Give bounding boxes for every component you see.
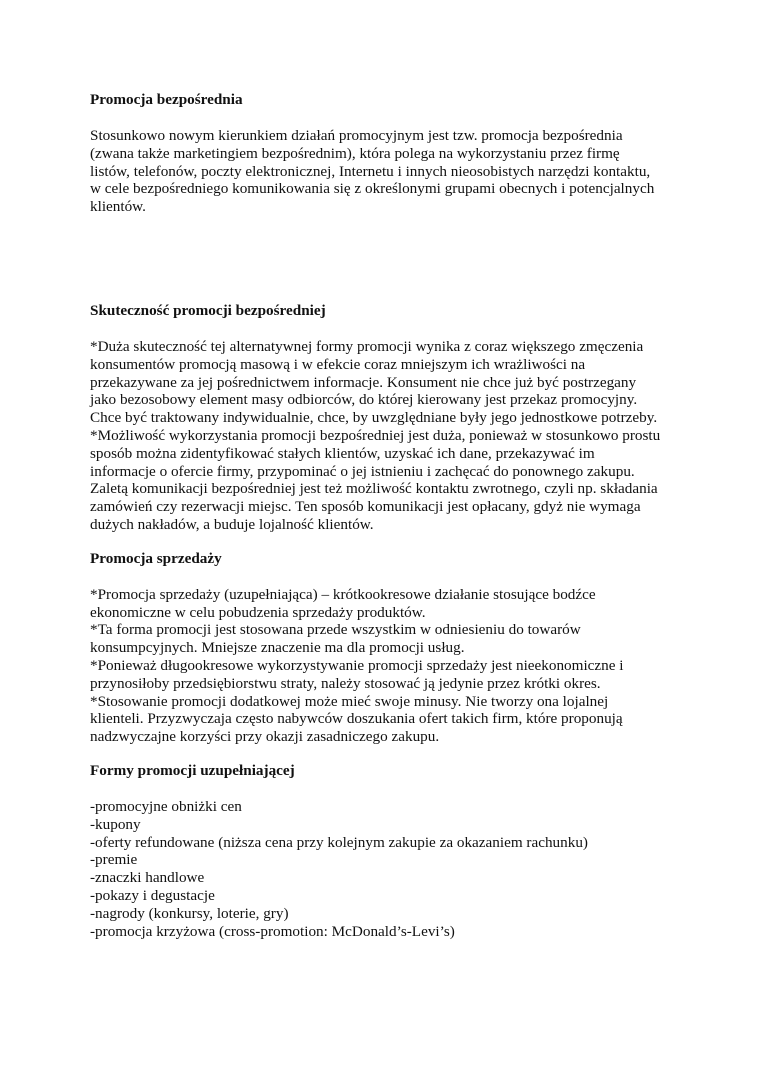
text-line: konsumentów promocją masową i w efekcie coraz mniejszym ich wrażliwości na <box>90 355 586 373</box>
text-line: dużych nakładów, a buduje lojalność klientów. <box>90 515 374 533</box>
text-line: *Stosowanie promocji dodatkowej może mieć swoje minusy. Nie tworzy ona lojalnej <box>90 692 609 710</box>
text-line: konsumpcyjnych. Mniejsze znaczenie ma dla promocji usług. <box>90 639 465 657</box>
paragraph-promocja-bezposrednia <box>90 127 680 216</box>
text-line: Chce być traktowany indywidualnie, chce, by uwzględniane były jego jednostkowe potrzeby. <box>90 409 658 427</box>
heading-skutecznosc-promocji: Skuteczność promocji bezpośredniej <box>90 301 326 319</box>
paragraph-promocja-sprzedazy <box>90 586 680 746</box>
text-line: ekonomiczne w celu pobudzenia sprzedaży produktów. <box>90 603 426 621</box>
text-line: sposób można zidentyfikować stałych klientów, uzyskać ich dane, przekazywać im <box>90 444 595 462</box>
list-item: -premie <box>90 851 138 869</box>
text-line: w cele bezpośredniego komunikowania się z określonymi grupami obecnych i potencjalnych <box>90 180 655 198</box>
text-line: jako bezosobowy element masy odbiorców, do której kierowany jest przekaz promocyjny. <box>90 391 638 409</box>
list-item: -promocja krzyżowa (cross-promotion: McDonald’s-Levi’s) <box>90 922 455 940</box>
text-line: Stosunkowo nowym kierunkiem działań promocyjnym jest tzw. promocja bezpośrednia <box>90 127 623 144</box>
heading-promocja-sprzedazy: Promocja sprzedaży <box>90 549 222 567</box>
paragraph-skutecznosc-promocji <box>90 338 680 534</box>
text-line: klientów. <box>90 198 146 216</box>
list-item: -oferty refundowane (niższa cena przy kolejnym zakupie za okazaniem rachunku) <box>90 833 588 851</box>
list-item: -pokazy i degustacje <box>90 886 215 904</box>
heading-promocja-bezposrednia: Promocja bezpośrednia <box>90 91 243 108</box>
text-line: przekazywane za jej pośrednictwem informacje. Konsument nie chce już być postrzegany <box>90 373 637 391</box>
text-line: zamówień czy rezerwacji miejsc. Ten sposób komunikacji jest opłacany, gdyż nie wymaga <box>90 498 641 516</box>
text-line: *Możliwość wykorzystania promocji bezpośredniej jest duża, ponieważ w stosunkowo prostu <box>90 426 661 444</box>
heading-formy-promocji: Formy promocji uzupełniającej <box>90 761 295 779</box>
text-line: Zaletą komunikacji bezpośredniej jest też możliwość kontaktu zwrotnego, czyli np. składania <box>90 480 658 498</box>
list-item: -promocyjne obniżki cen <box>90 797 242 815</box>
text-line: *Ponieważ długookresowe wykorzystywanie promocji sprzedaży jest nieekonomiczne i <box>90 656 624 674</box>
text-line: *Duża skuteczność tej alternatywnej formy promocji wynika z coraz większego zmęczenia <box>90 337 644 355</box>
text-line: *Promocja sprzedaży (uzupełniająca) – krótkookresowe działanie stosujące bodźce <box>90 585 596 603</box>
text-line: klienteli. Przyzwyczaja często nabywców doszukania ofert takich firm, które proponują <box>90 710 623 728</box>
text-line: listów, telefonów, poczty elektronicznej, Internetu i innych nieosobistych narzędzi kontaktu, <box>90 162 651 180</box>
document-content <box>90 91 680 940</box>
text-line: informacje o ofercie firmy, przypominać o jej istnieniu i zachęcać do ponownego zakupu. <box>90 462 635 480</box>
list-item: -nagrody (konkursy, loterie, gry) <box>90 904 289 922</box>
list-item: -kupony <box>90 815 141 833</box>
list-item: -znaczki handlowe <box>90 869 205 887</box>
text-line: przynosiłoby przedsiębiorstwu straty, należy stosować ją jedynie przez krótki okres. <box>90 674 601 692</box>
text-line: (zwana także marketingiem bezpośrednim), która polega na wykorzystaniu przez firmę <box>90 144 620 162</box>
text-line: *Ta forma promocji jest stosowana przede wszystkim w odniesieniu do towarów <box>90 621 581 639</box>
list-formy-promocji <box>90 798 680 940</box>
text-line: nadzwyczajne korzyści przy okazji zasadniczego zakupu. <box>90 728 440 746</box>
